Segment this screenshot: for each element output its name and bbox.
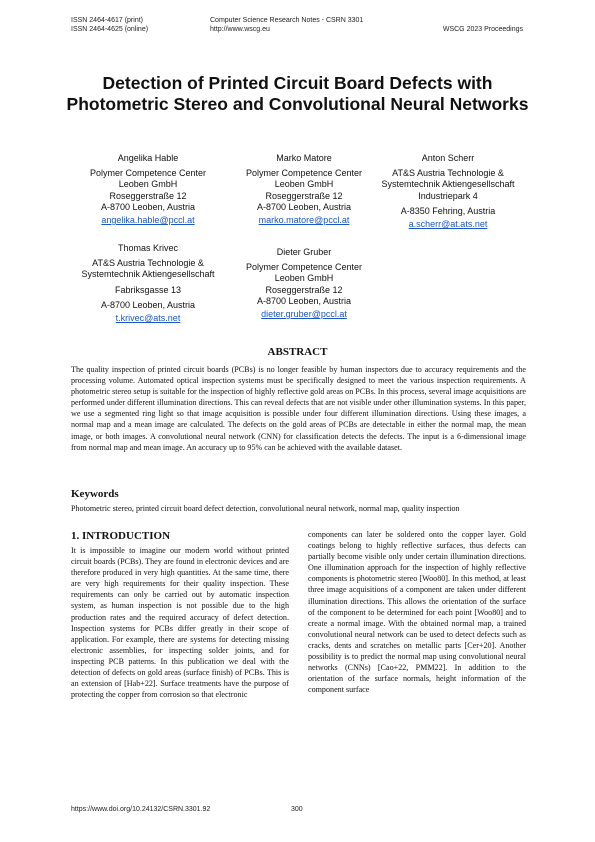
author-name: Angelika Hable (117, 153, 179, 163)
affiliation-line: A-8700 Leoben, Austria (100, 299, 196, 310)
affiliation-line: Systemtechnik Aktiengesellschaft (81, 269, 215, 280)
affiliation-line: Roseggerstraße 12 (265, 190, 343, 201)
author-name: Dieter Gruber (276, 247, 332, 257)
affiliation-line: Industriepark 4 (418, 190, 478, 201)
author-block (368, 153, 528, 230)
keywords-heading: Keywords (71, 488, 119, 500)
affiliation-line: Polymer Competence Center (89, 168, 207, 179)
affiliation-line: Leoben GmbH (274, 179, 334, 190)
author-email-link[interactable]: dieter.gruber@pccl.at (261, 309, 347, 320)
author-name: Marko Matore (276, 153, 332, 163)
issn-print: ISSN 2464-4617 (print) (71, 17, 143, 24)
author-email-link[interactable]: marko.matore@pccl.at (258, 215, 350, 226)
author-block (68, 153, 228, 226)
section-heading-introduction: 1. INTRODUCTION (71, 530, 171, 542)
page-number: 300 (291, 806, 303, 813)
keywords-text: Photometric stereo, printed circuit board defect detection, convolutional neural network, normal map, quality inspection (71, 504, 460, 513)
author-name: Anton Scherr (421, 153, 475, 163)
paper-title: Detection of Printed Circuit Board Defects with Photometric Stereo and Convolutional Neural Networks (66, 73, 529, 114)
affiliation-line: A-8700 Leoben, Austria (256, 295, 352, 306)
proceedings-name: WSCG 2023 Proceedings (442, 26, 523, 33)
running-header-issn (71, 16, 148, 34)
doi-link[interactable]: https://www.doi.org/10.24132/CSRN.3301.92 (71, 806, 211, 813)
author-block (224, 247, 384, 320)
body-column-left: It is impossible to imagine our modern world without printed circuit boards (PCBs). They are found in electronic devices and are therefore produced in very high quantities. At the same time, there are very high requirements for their quality inspection. These requirements can only be carried out by automatic inspection system, as human inspection is not possible due to the high production rates and the required accuracy of defect detection. Inspection systems for PCBs differ greatly in their scope of application. For example, there are systems for detecting missing electronic assemblies, for inspecting solder joints, and for inspecting PCB patterns. In this publication we deal with the detection of defects on gold areas (surface finish) of PCBs. This is an extension of [Hab+22]. Surface treatments have the purpose of protecting the copper from corrosion so that electronic (71, 546, 289, 700)
running-header-series (210, 16, 363, 34)
affiliation-line: A-8700 Leoben, Austria (100, 201, 196, 212)
affiliation-line: A-8350 Fehring, Austria (400, 205, 496, 216)
abstract-text: The quality inspection of printed circuit boards (PCBs) is no longer feasible by human inspectors due to accuracy requirements and the processing volume. Automated optical inspection systems must be specifically designed to meet the various inspection requirements. A photometric stereo setup is suitable for the inspection of highly reflective gold areas on PCBs. In this process, several image acquisitions are performed under different illumination directions. This can reveal defects that are not visible under other illumination systems. In this paper, we use a segmented ring light so that image acquisition is possible under four different illumination directions. Using these images, a normal map and a mean image are calculated. The defects on the gold areas of PCBs are detectable in either the normal map, the mean image, or both images. A convolutional neural network (CNN) for classification detects the defects. The input is a 6-dimensional image from normal map and mean image. An accuracy up to 95% can be achieved with the available dataset. (71, 365, 526, 452)
affiliation-line: Leoben GmbH (274, 273, 334, 284)
affiliation-line: Polymer Competence Center (245, 168, 363, 179)
affiliation-line: Systemtechnik Aktiengesellschaft (381, 179, 515, 190)
affiliation-line: Leoben GmbH (118, 179, 178, 190)
body-column-right: components can later be soldered onto the copper layer. Gold coatings belong to highly reflective surfaces, thus defects can partially become visible only under certain illumination directions. One illumination approach for the inspection of highly reflective components is photometric stereo [Woo80]. In this method, at least three image acquisitions of a component are taken under different illumination directions. This allows the orientation of the surface of the component to be determined for each point [Woo80] and to create a normal image. With the obtained normal map, a trained convolutional neural network can be used to detect defects such as cracks, dents and scratches on metallic parts [Cer+20]. Another possibility is to predict the normal map using convolutional neural networks (CNNs) [Cao+22, PMM22]. In addition to the orientation of the surface normals, height information of the component surface (308, 530, 526, 695)
series-name: Computer Science Research Notes - CSRN 3301 (210, 17, 364, 24)
affiliation-line: Roseggerstraße 12 (265, 284, 343, 295)
affiliation-line: Fabriksgasse 13 (114, 284, 182, 295)
author-name: Thomas Krivec (117, 243, 179, 253)
abstract-heading: ABSTRACT (267, 346, 328, 358)
author-block (224, 153, 384, 226)
affiliation-line: AT&S Austria Technologie & (92, 258, 204, 269)
author-email-link[interactable]: angelika.hable@pccl.at (101, 215, 195, 226)
author-block (68, 243, 228, 324)
affiliation-line: A-8700 Leoben, Austria (256, 201, 352, 212)
affiliation-line: Roseggerstraße 12 (109, 190, 187, 201)
affiliation-line: AT&S Austria Technologie & (392, 168, 504, 179)
affiliation-line: Polymer Competence Center (245, 262, 363, 273)
series-url[interactable]: http://www.wscg.eu (210, 26, 270, 33)
author-email-link[interactable]: a.scherr@at.ats.net (408, 219, 488, 230)
author-email-link[interactable]: t.krivec@ats.net (115, 313, 181, 324)
issn-online: ISSN 2464-4625 (online) (71, 26, 149, 33)
